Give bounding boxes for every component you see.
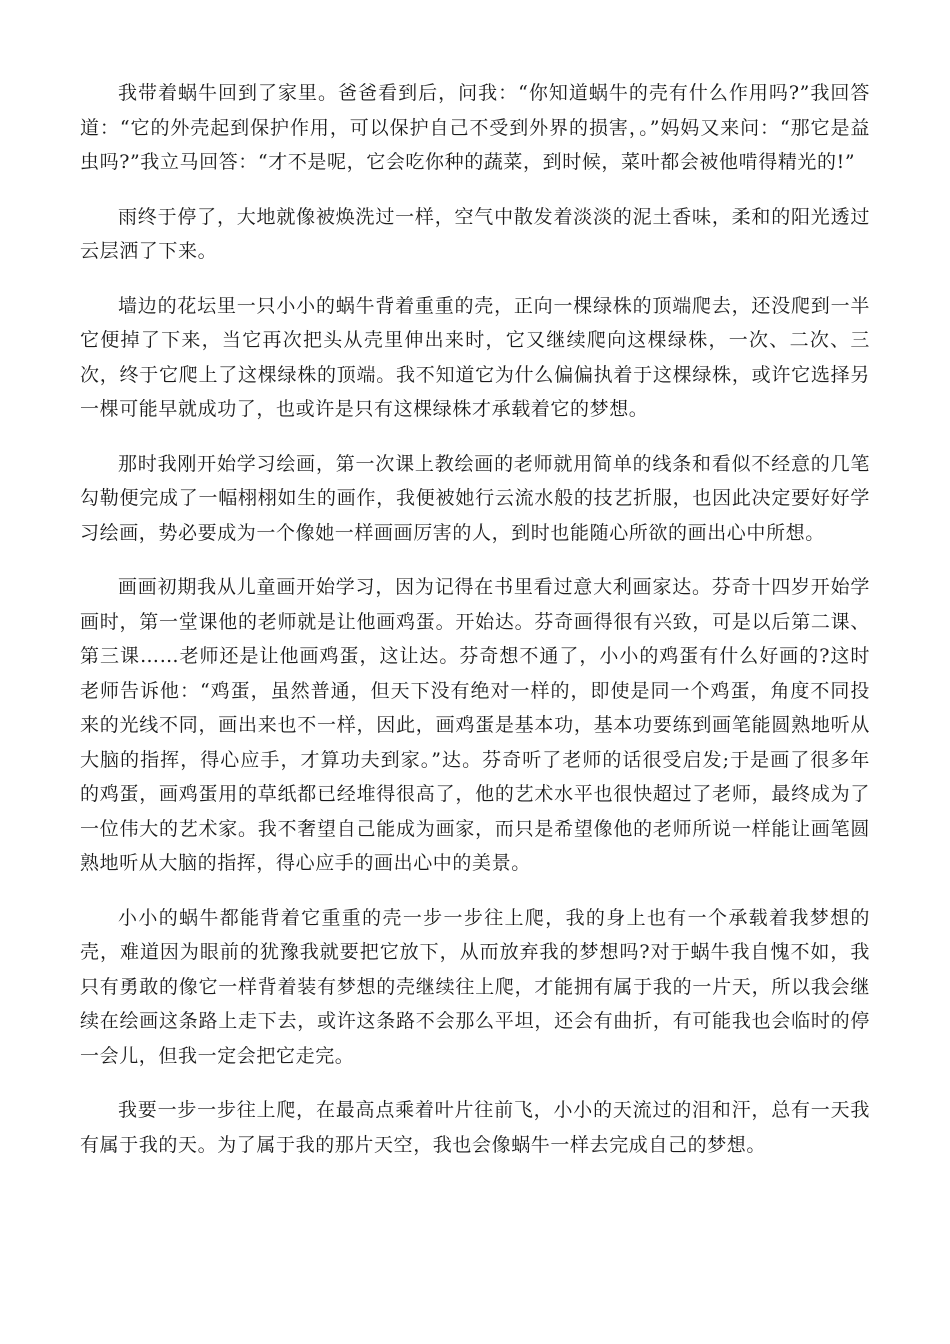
article-body xyxy=(80,76,870,1182)
paragraph-3: 墙边的花坛里一只小小的蜗牛背着重重的壳，正向一棵绿株的顶端爬去，还没爬到一半它便掉了下来，当它再次把头从壳里伸出来时，它又继续爬向这棵绿株，一次、二次、三次，终于它爬上了这棵绿株的顶端。我不知道它为什么偏偏执着于这棵绿株，或许它选择另一棵可能早就成功了，也或许是只有这棵绿株才承载着它的梦想。 xyxy=(80,294,870,420)
paragraph-5: 画画初期我从儿童画开始学习，因为记得在书里看过意大利画家达。芬奇十四岁开始学画时，第一堂课他的老师就是让他画鸡蛋。开始达。芬奇画得很有兴致，可是以后第二课、第三课……老师还是让他画鸡蛋，这让达。芬奇想不通了，小小的鸡蛋有什么好画的?这时老师告诉他：“鸡蛋，虽然普通，但天下没有绝对一样的，即使是同一个鸡蛋，角度不同投来的光线不同，画出来也不一样，因此，画鸡蛋是基本功，基本功要练到画笔能圆熟地听从大脑的指挥，得心应手，才算功夫到家。”达。芬奇听了老师的话很受启发;于是画了很多年的鸡蛋，画鸡蛋用的草纸都已经堆得很高了，他的艺术水平也很快超过了老师，最终成为了一位伟大的艺术家。我不奢望自己能成为画家，而只是希望像他的老师所说一样能让画笔圆熟地听从大脑的指挥，得心应手的画出心中的美景。 xyxy=(80,576,870,874)
paragraph-6: 小小的蜗牛都能背着它重重的壳一步一步往上爬，我的身上也有一个承载着我梦想的壳，难道因为眼前的犹豫我就要把它放下，从而放弃我的梦想吗?对于蜗牛我自愧不如，我只有勇敢的像它一样背着装有梦想的壳继续往上爬，才能拥有属于我的一片天，所以我会继续在绘画这条路上走下去，或许这条路不会那么平坦，还会有曲折，有可能我也会临时的停一会儿，但我一定会把它走完。 xyxy=(80,906,870,1067)
paragraph-7: 我要一步一步往上爬，在最高点乘着叶片往前飞，小小的天流过的泪和汗，总有一天我有属于我的天。为了属于我的那片天空，我也会像蜗牛一样去完成自己的梦想。 xyxy=(80,1099,870,1156)
paragraph-1: 我带着蜗牛回到了家里。爸爸看到后，问我：“你知道蜗牛的壳有什么作用吗?”我回答道：“它的外壳起到保护作用，可以保护自己不受到外界的损害，。”妈妈又来问：“那它是益虫吗?”我立马回答：“才不是呢，它会吃你种的蔬菜，到时候，菜叶都会被他啃得精光的!” xyxy=(80,82,870,173)
paragraph-4: 那时我刚开始学习绘画，第一次课上教绘画的老师就用简单的线条和看似不经意的几笔勾勒便完成了一幅栩栩如生的画作，我便被她行云流水般的技艺折服，也因此决定要好好学习绘画，势必要成为一个像她一样画画厉害的人，到时也能随心所欲的画出心中所想。 xyxy=(80,452,870,544)
paragraph-2: 雨终于停了，大地就像被焕洗过一样，空气中散发着淡淡的泥土香味，柔和的阳光透过云层洒了下来。 xyxy=(80,205,870,262)
